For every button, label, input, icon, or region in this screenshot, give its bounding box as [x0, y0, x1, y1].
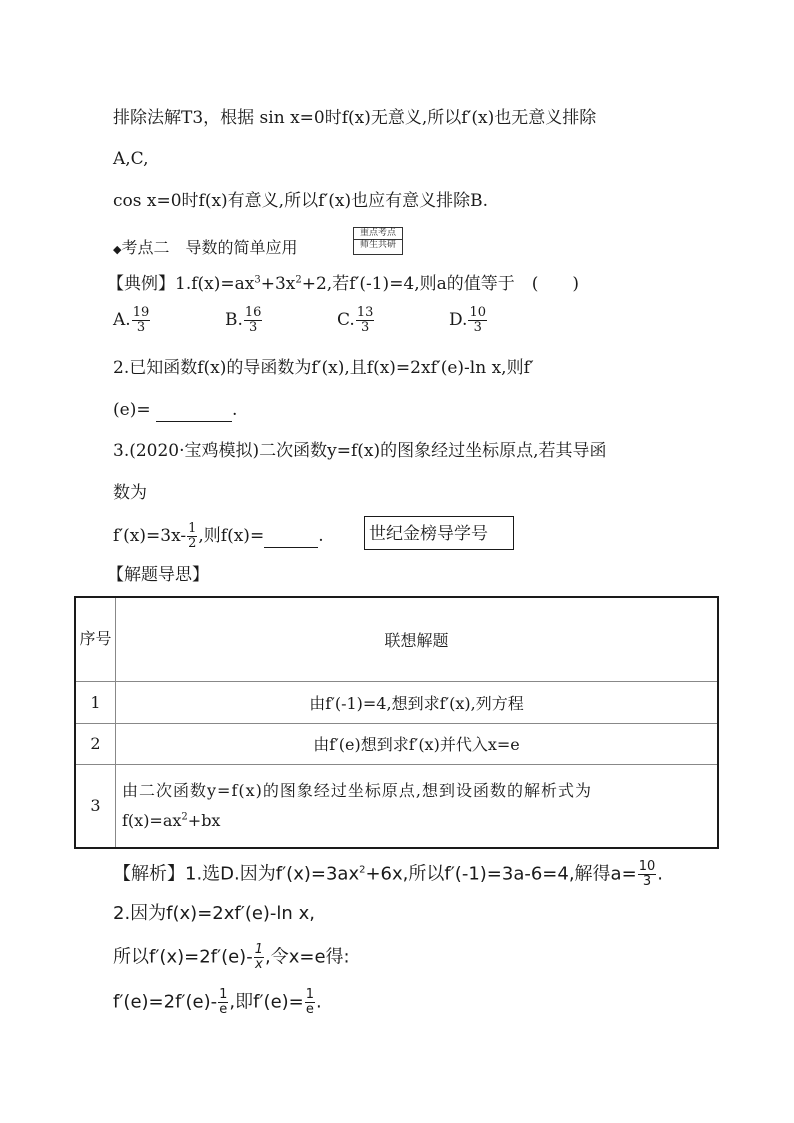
q3-line-1: 3.(2020·宝鸡模拟)二次函数y=f(x)的图象经过坐标原点,若其导函 [113, 441, 607, 461]
frac-num: 13 [356, 305, 374, 320]
row-text: 由f′(-1)=4,想到求f′(x),列方程 [116, 681, 719, 723]
option-fraction [468, 306, 487, 335]
frac-num: 10 [638, 859, 656, 874]
option-fraction [244, 306, 263, 335]
table-row [75, 723, 718, 764]
row-text-line-1: 由二次函数y=f(x)的图象经过坐标原点,想到设函数的解析式为 [122, 780, 592, 800]
solution-label: 【解析】 [113, 863, 185, 885]
frac-den: 3 [249, 320, 258, 335]
frac-den: 3 [473, 320, 482, 335]
intro-line-2: A,C, [113, 149, 149, 169]
row-text-line-2 [122, 806, 711, 836]
q2-line-2 [113, 399, 237, 422]
section-tag [353, 227, 403, 255]
formula-prefix: f(x)=ax [122, 810, 182, 830]
section-heading [113, 237, 297, 261]
q3-line-3 [113, 522, 324, 551]
option-c [337, 306, 375, 335]
q1-sup-2: 2 [295, 274, 302, 286]
option-fraction [132, 306, 151, 335]
q2-prefix: (e)= [113, 400, 151, 420]
q2-end: . [231, 400, 238, 420]
q3-line-2: 数为 [113, 483, 147, 503]
q3-answer-blank[interactable] [264, 525, 318, 548]
frac-num: 16 [244, 305, 262, 320]
formula-rest: +bx [187, 810, 221, 830]
s3-end: . [316, 991, 322, 1013]
section-title: 考点二 导数的简单应用 [121, 238, 298, 257]
option-letter: D. [449, 310, 468, 330]
q2-line-1: 2.已知函数f(x)的导函数为f′(x),且f(x)=2xf′(e)-ln x,则f′ [113, 358, 534, 378]
s2-prefix: 所以f′(x)=2f′(e)- [113, 946, 253, 968]
table-row [75, 764, 718, 848]
example-q1 [107, 273, 579, 295]
s3-fraction-2 [305, 988, 315, 1017]
header-content: 联想解题 [116, 597, 719, 681]
intro-line-3: cos x=0时f(x)有意义,所以f′(x)也应有意义排除B. [113, 191, 488, 211]
tag-line-2: 师生共研 [359, 240, 396, 250]
q3-end: . [318, 526, 324, 546]
q3-fraction [187, 522, 197, 551]
row-num: 2 [75, 723, 116, 764]
frac-den: x [254, 957, 263, 972]
q1-text-c: +2,若f′(-1)=4,则a的值等于 ( ) [301, 274, 580, 294]
s3-fraction-1 [218, 988, 228, 1017]
q1-text-b: +3x [260, 274, 296, 294]
s2-rest: ,令x=e得: [264, 946, 350, 968]
row-num: 3 [75, 764, 116, 848]
frac-den: 3 [136, 320, 146, 335]
frac-num: 1 [305, 987, 315, 1002]
option-letter: B. [225, 310, 243, 330]
frac-den: e [219, 1002, 228, 1017]
header-num: 序号 [75, 597, 116, 681]
frac-num: 19 [132, 305, 150, 320]
s1-prefix: 1.选D.因为f′(x)=3ax [185, 863, 360, 885]
q1-sup-1: 3 [254, 274, 261, 286]
s1-fraction [638, 860, 657, 889]
s3-prefix: f′(e)=2f′(e)- [113, 991, 218, 1013]
solution-line-3 [113, 943, 350, 972]
table-header-row [75, 597, 718, 681]
frac-num: 1 [254, 942, 263, 957]
frac-num: 1 [219, 987, 228, 1002]
frac-den: 2 [188, 536, 197, 551]
q1-text-a: 1.f(x)=ax [175, 274, 255, 294]
option-a [113, 306, 151, 335]
tag-line-1: 重点考点 [354, 228, 402, 240]
option-letter: C. [337, 310, 355, 330]
q3-prefix: f′(x)=3x- [113, 526, 187, 546]
table-row [75, 681, 718, 723]
example-label: 【典例】 [107, 274, 175, 294]
solution-line-1 [113, 860, 663, 889]
s1-end: . [657, 863, 663, 885]
frac-den: e [305, 1002, 314, 1017]
formula-sup: 2 [181, 811, 188, 823]
boxed-label: 世纪金榜导学号 [364, 516, 514, 550]
intro-line-1: 排除法解T3，根据 sin x=0时f(x)无意义,所以f′(x)也无意义排除 [113, 108, 597, 128]
diamond-icon: ◆ [113, 243, 122, 256]
s1-mid: +6x,所以f′(-1)=3a-6=4,解得a= [365, 863, 637, 885]
solution-line-4 [113, 988, 322, 1017]
frac-den: 3 [360, 320, 370, 335]
q3-mid: ,则f(x)= [198, 526, 265, 546]
solution-line-2: 2.因为f(x)=2xf′(e)-ln x, [113, 903, 315, 924]
q2-answer-blank[interactable] [156, 399, 232, 422]
s3-mid: ,即f′(e)= [229, 991, 304, 1013]
frac-den: 3 [642, 874, 652, 889]
s2-fraction [254, 943, 264, 972]
option-fraction [356, 306, 375, 335]
row-num: 1 [75, 681, 116, 723]
guide-label: 【解题导思】 [107, 565, 209, 585]
option-d [449, 306, 488, 335]
s1-sup: 2 [359, 864, 366, 876]
frac-num: 1 [188, 521, 197, 536]
guide-table [74, 596, 719, 849]
row-text [116, 764, 719, 848]
option-letter: A. [113, 310, 131, 330]
option-b [225, 306, 263, 335]
frac-num: 10 [469, 305, 486, 320]
row-text: 由f′(e)想到求f′(x)并代入x=e [116, 723, 719, 764]
